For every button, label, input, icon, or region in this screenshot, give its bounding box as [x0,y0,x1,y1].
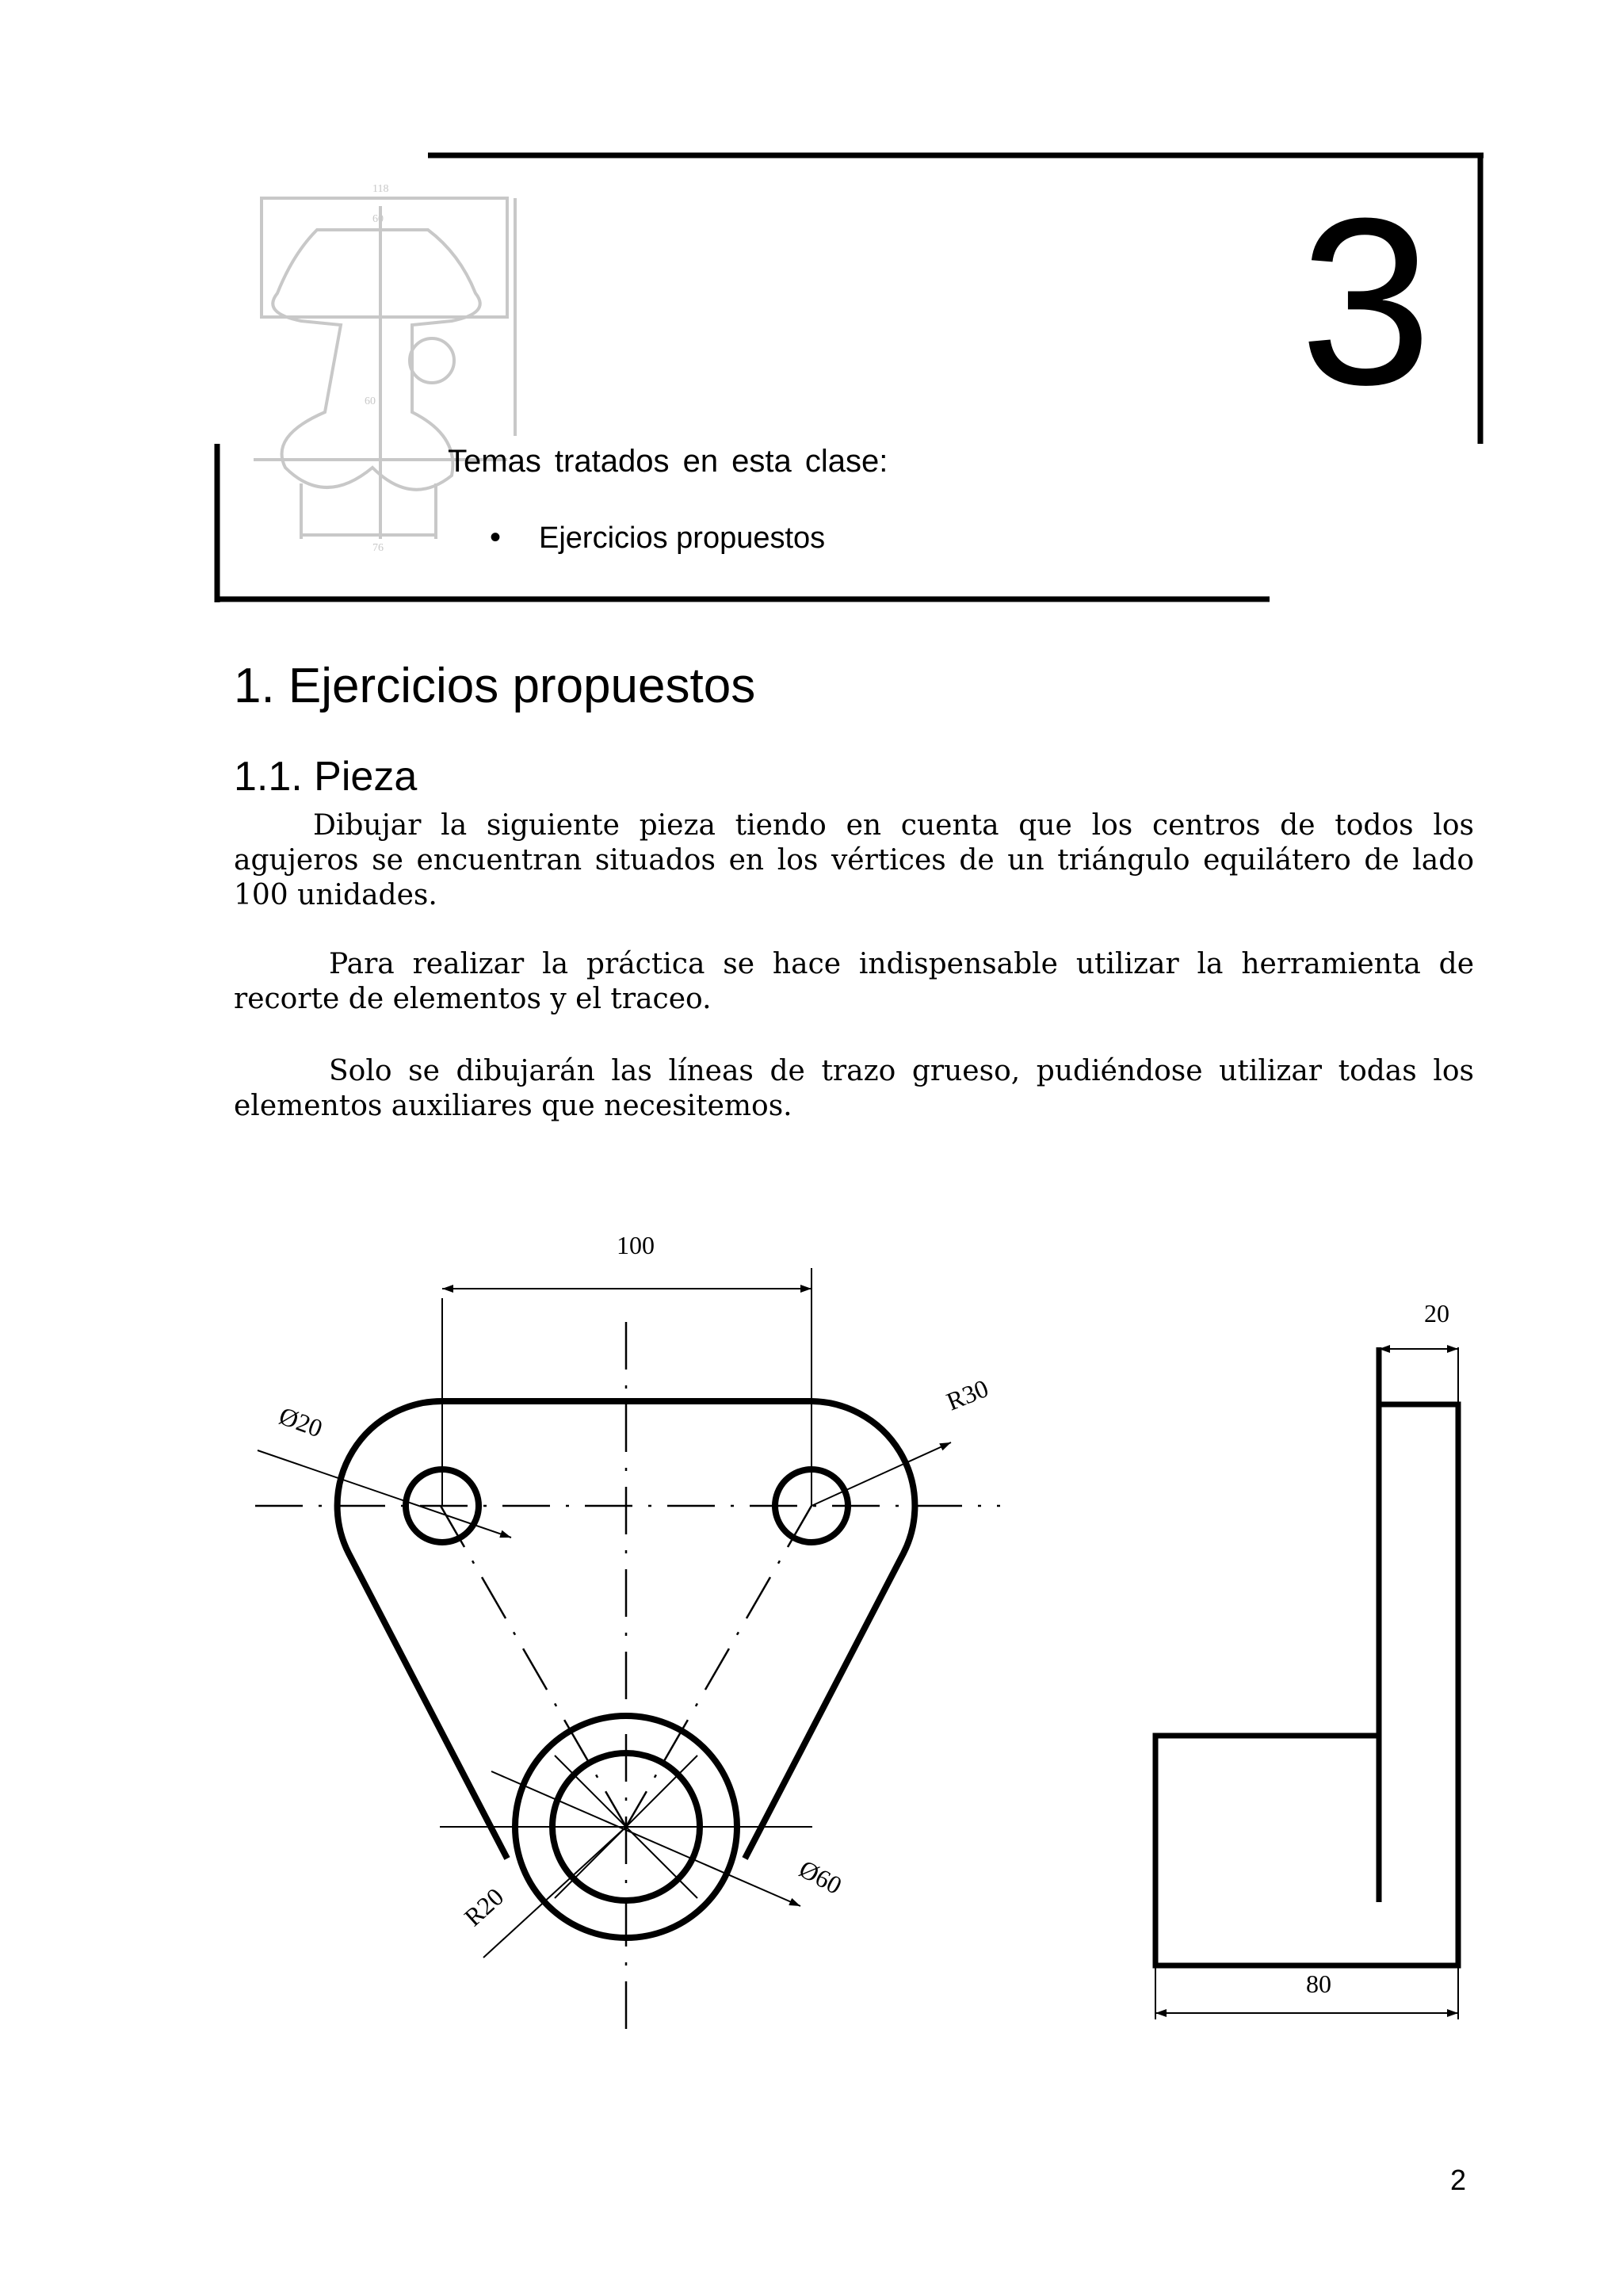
front-view [255,1268,1000,2029]
section-heading: 1. Ejercicios propuestos [234,659,756,713]
bullet-icon: • [490,520,502,555]
dim-large-hole-label: Ø60 [794,1854,847,1901]
side-view [1155,1347,1458,2019]
dim-thickness-label: 20 [1424,1299,1449,1328]
paragraph-3: Solo se dibujarán las líneas de trazo grueso, pudiéndose utilizar todas los elementos auxiliares que necesitemos. [234,1055,1474,1122]
topic-item: Ejercicios propuestos [539,521,826,555]
chapter-number: 3 [1300,168,1432,434]
dim-base-label: 80 [1306,1969,1331,1998]
watermark-dim-4: 76 [372,542,384,554]
subsection-heading: 1.1. Pieza [234,754,418,800]
paragraph-1: Dibujar la siguiente pieza tiendo en cuenta que los centros de todos los agujeros se encuentran situados en los vértices de un triángulo equilátero de lado 100 unidades. [234,809,1474,911]
dim-width-label: 100 [617,1231,655,1259]
watermark-dim-3: 60 [365,395,376,407]
dim-small-hole-label: Ø20 [275,1400,327,1443]
page-number: 2 [1450,2164,1467,2196]
watermark-dim-2: 60 [372,213,384,225]
dim-bottom-radius-label: R20 [458,1881,510,1932]
topics-title: Temas tratados en esta clase: [448,444,888,479]
technical-drawing [0,1189,1623,2061]
watermark-dim-1: 118 [372,183,389,195]
paragraph-2: Para realizar la práctica se hace indispensable utilizar la herramienta de recorte de elementos y el traceo. [234,948,1474,1015]
dim-top-radius-label: R30 [942,1373,993,1416]
